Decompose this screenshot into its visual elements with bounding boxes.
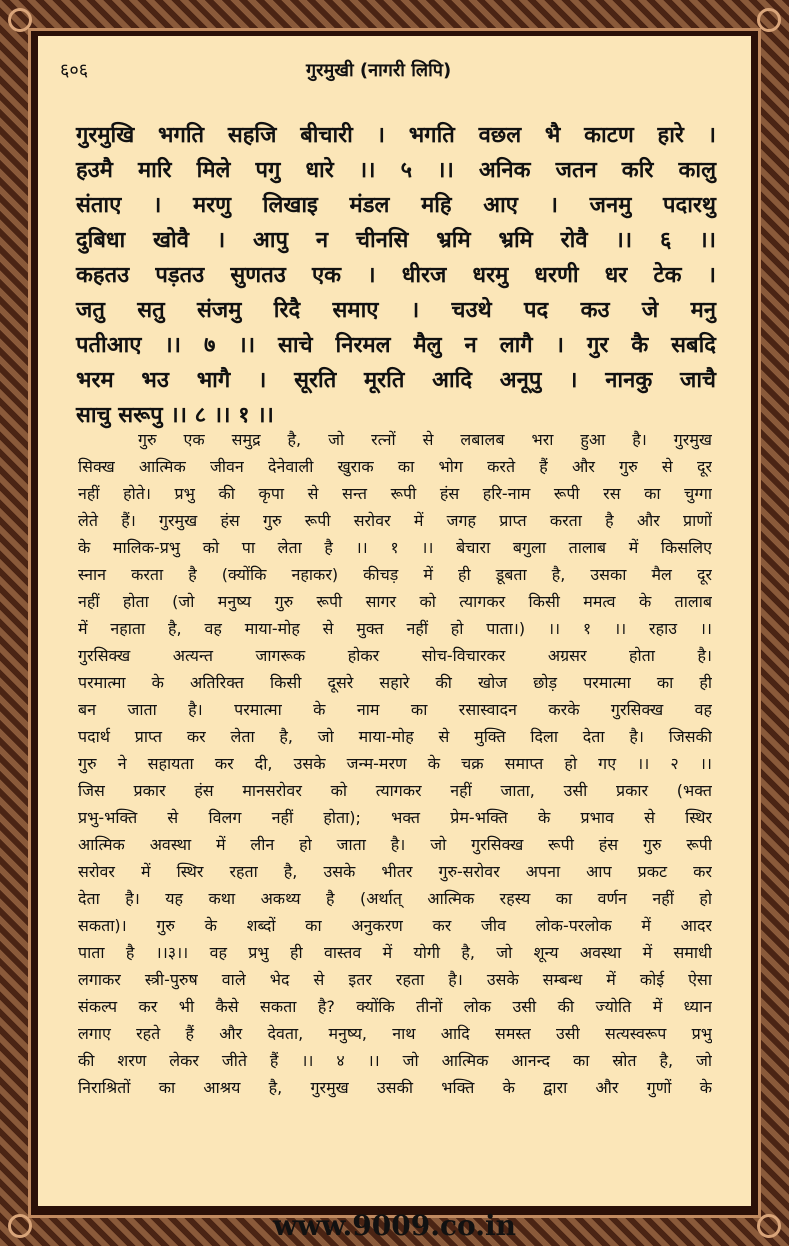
commentary-line: के मालिक-प्रभु को पा लेता है ।। १ ।। बेचारा बगुला तालाब में किसलिए (78, 538, 712, 557)
commentary-line: पदार्थ प्राप्त कर लेता है, जो माया-मोह से मुक्ति दिला देता है। जिसकी (78, 727, 712, 746)
commentary-line: गुरु एक समुद्र है, जो रत्नों से लबालब भरा हुआ है। गुरमुख (138, 430, 712, 449)
commentary-line: गुरसिक्ख अत्यन्त जागरूक होकर सोच-विचारकर अग्रसर होता है। (78, 646, 712, 665)
commentary-line: निराश्रितों का आश्रय है, गुरमुख उसकी भक्ति के द्वारा और गुणों के (78, 1078, 712, 1097)
commentary-line: नहीं होता (जो मनुष्य गुरु रूपी सागर को त्यागकर किसी ममत्व के तालाब (78, 592, 712, 611)
verse-block (76, 118, 716, 433)
running-title: गुरमुखी (नागरी लिपि) (306, 60, 452, 81)
commentary-line: में नहाता है, वह माया-मोह से मुक्त नहीं हो पाता।) ।। १ ।। रहाउ ।। (78, 619, 712, 638)
scripture-page (38, 36, 751, 1206)
verse-line: कहतउ पड़तउ सुणतउ एक । धीरज धरमु धरणी धर टेक । (76, 263, 716, 288)
corner-ornament-icon (8, 8, 32, 32)
verse-line: भरम भउ भागै । सूरति मूरति आदि अनूपु । नानकु जाचै (76, 368, 716, 393)
commentary-line: प्रभु-भक्ति से विलग नहीं होता); भक्त प्रेम-भक्ति के प्रभाव से स्थिर (78, 808, 712, 827)
commentary-block (78, 426, 712, 1101)
commentary-line: की शरण लेकर जीते हैं ।। ४ ।। जो आत्मिक आनन्द का स्रोत है, जो (78, 1051, 712, 1070)
commentary-line: जिस प्रकार हंस मानसरोवर को त्यागकर नहीं जाता, उसी प्रकार (भक्त (78, 781, 712, 800)
verse-line: दुबिधा खोवै । आपु न चीनसि भ्रमि भ्रमि रोवै ।। ६ ।। (76, 228, 716, 253)
verse-line: जतु सतु संजमु रिदै समाए । चउथे पद कउ जे मनु (76, 298, 716, 323)
commentary-line: देता है। यह कथा अकथ्य है (अर्थात् आत्मिक रहस्य का वर्णन नहीं हो (78, 889, 712, 908)
commentary-line: लेते हैं। गुरमुख हंस गुरु रूपी सरोवर में जगह प्राप्त करता है और प्राणों (78, 511, 712, 530)
corner-ornament-icon (757, 8, 781, 32)
commentary-line: लगाए रहते हैं और देवता, मनुष्य, नाथ आदि समस्त उसी सत्यस्वरूप प्रभु (78, 1024, 712, 1043)
commentary-line: लगाकर स्त्री-पुरुष वाले भेद से इतर रहता है। उसके सम्बन्ध में कोई ऐसा (78, 970, 712, 989)
commentary-line: सिक्ख आत्मिक जीवन देनेवाली खुराक का भोग करते हैं और गुरु से दूर (78, 457, 712, 476)
commentary-line: परमात्मा के अतिरिक्त किसी दूसरे सहारे की खोज छोड़ परमात्मा का ही (78, 673, 712, 692)
commentary-line: गुरु ने सहायता कर दी, उसके जन्म-मरण के चक्र समाप्त हो गए ।। २ ।। (78, 754, 712, 773)
verse-line: संताए । मरणु लिखाइ मंडल महि आए । जनमु पदारथु (76, 193, 716, 218)
commentary-line: बन जाता है। परमात्मा के नाम का रसास्वादन करके गुरसिक्ख वह (78, 700, 712, 719)
commentary-line: पाता है ।।३।। वह प्रभु ही वास्तव में योगी है, जो शून्य अवस्था में समाधी (78, 943, 712, 962)
page-number: ६०६ (60, 60, 89, 81)
commentary-line: नहीं होते। प्रभु की कृपा से सन्त रूपी हंस हरि-नाम रूपी रस का चुग्गा (78, 484, 712, 503)
website-url[interactable]: www.9009.co.in (273, 1209, 516, 1242)
commentary-line: सरोवर में स्थिर रहता है, उसके भीतर गुरु-सरोवर अपना आप प्रकट कर (78, 862, 712, 881)
verse-line: पतीआए ।। ७ ।। साचे निरमल मैलु न लागै । गुर कै सबदि (76, 333, 716, 358)
page-header (56, 58, 736, 86)
verse-line: गुरमुखि भगति सहजि बीचारी । भगति वछल भै काटण हारे । (76, 123, 716, 148)
commentary-line: सकता)। गुरु के शब्दों का अनुकरण कर जीव लोक-परलोक में आदर (78, 916, 712, 935)
verse-line: साचु सरूपु ।। ८ ।। १ ।। (76, 403, 274, 428)
commentary-line: संकल्प कर भी कैसे सकता है? क्योंकि तीनों लोक उसी की ज्योति में ध्यान (78, 997, 712, 1016)
commentary-line: आत्मिक अवस्था में लीन हो जाता है। जो गुरसिक्ख रूपी हंस गुरु रूपी (78, 835, 712, 854)
commentary-line: स्नान करता है (क्योंकि नहाकर) कीचड़ में ही डूबता है, उसका मैल दूर (78, 565, 712, 584)
verse-line: हउमै मारि मिले पगु धारे ।। ५ ।। अनिक जतन करि कालु (76, 158, 716, 183)
